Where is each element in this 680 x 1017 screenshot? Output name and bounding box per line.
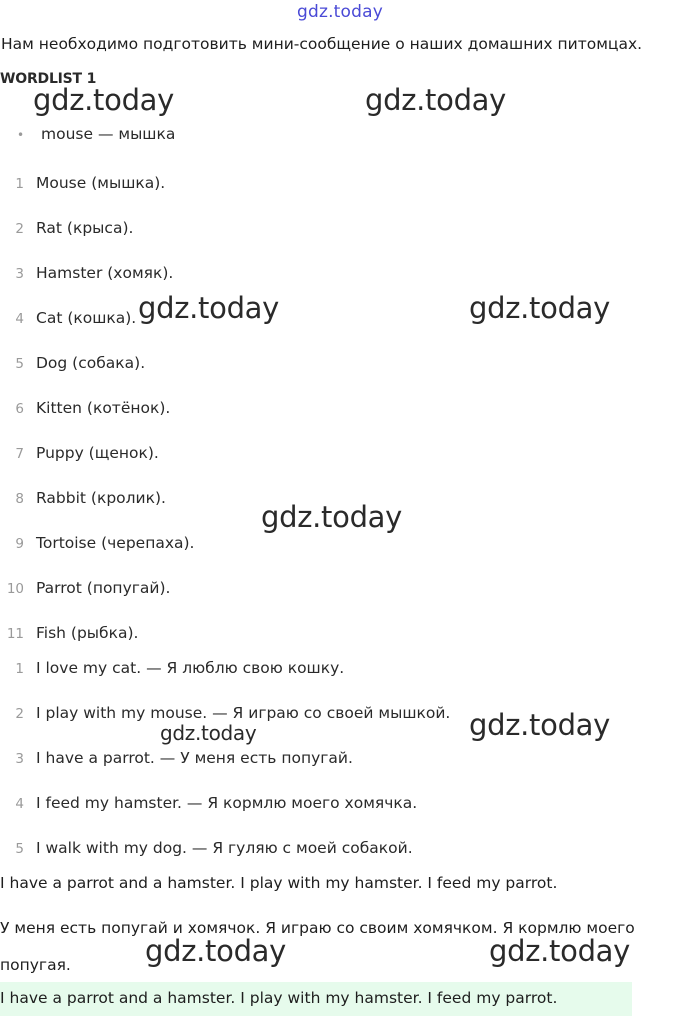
list-number: 11 [6, 626, 24, 642]
story-russian-line2: попугая. [0, 956, 71, 974]
highlighted-answer: I have a parrot and a hamster. I play with my hamster. I feed my parrot. [0, 989, 558, 1007]
watermark: gdz.today [160, 721, 257, 745]
sentence-item: I have a parrot. — У меня есть попугай. [36, 749, 353, 767]
watermark: gdz.today [365, 83, 507, 117]
list-item: Hamster (хомяк). [36, 264, 174, 282]
list-item: Rat (крыса). [36, 219, 134, 237]
intro-text: Нам необходимо подготовить мини-сообщение о наших домашних питомцах. [1, 35, 643, 53]
bullet-icon: • [17, 128, 25, 142]
list-number: 9 [15, 536, 24, 552]
list-item: Fish (рыбка). [36, 624, 139, 642]
wordlist-title: WORDLIST 1 [0, 71, 97, 87]
sentence-number: 4 [15, 796, 24, 812]
story-english: I have a parrot and a hamster. I play with my hamster. I feed my parrot. [0, 874, 558, 892]
list-item: Dog (собака). [36, 354, 146, 372]
list-number: 1 [15, 176, 24, 192]
list-item: Puppy (щенок). [36, 444, 159, 462]
list-number: 6 [15, 401, 24, 417]
list-number: 4 [15, 311, 24, 327]
list-number: 10 [6, 581, 24, 597]
list-item: Cat (кошка). [36, 309, 137, 327]
list-number: 3 [15, 266, 24, 282]
watermark: gdz.today [261, 500, 403, 534]
sentence-number: 3 [15, 751, 24, 767]
sentence-item: I walk with my dog. — Я гуляю с моей собакой. [36, 839, 413, 857]
watermark: gdz.today [469, 291, 611, 325]
watermark: gdz.today [469, 708, 611, 742]
sentence-item: I play with my mouse. — Я играю со своей мышкой. [36, 704, 451, 722]
watermark: gdz.today [33, 83, 175, 117]
list-number: 2 [15, 221, 24, 237]
list-item: Mouse (мышка). [36, 174, 166, 192]
list-number: 7 [15, 446, 24, 462]
watermark: gdz.today [145, 934, 287, 968]
list-item: Tortoise (черепаха). [36, 534, 195, 552]
sentence-number: 1 [15, 661, 24, 677]
sentence-item: I love my cat. — Я люблю свою кошку. [36, 659, 345, 677]
watermark: gdz.today [138, 291, 280, 325]
sentence-number: 2 [15, 706, 24, 722]
list-number: 8 [15, 491, 24, 507]
list-item: Kitten (котёнок). [36, 399, 171, 417]
watermark: gdz.today [489, 934, 631, 968]
story-russian-line1: У меня есть попугай и хомячок. Я играю со своим хомячком. Я кормлю моего [0, 919, 635, 937]
sentence-item: I feed my hamster. — Я кормлю моего хомячка. [36, 794, 418, 812]
bullet-item: mouse — мышка [41, 125, 176, 143]
list-item: Parrot (попугай). [36, 579, 171, 597]
list-item: Rabbit (кролик). [36, 489, 166, 507]
sentence-number: 5 [15, 841, 24, 857]
list-number: 5 [15, 356, 24, 372]
site-logo[interactable]: gdz.today [296, 2, 384, 22]
